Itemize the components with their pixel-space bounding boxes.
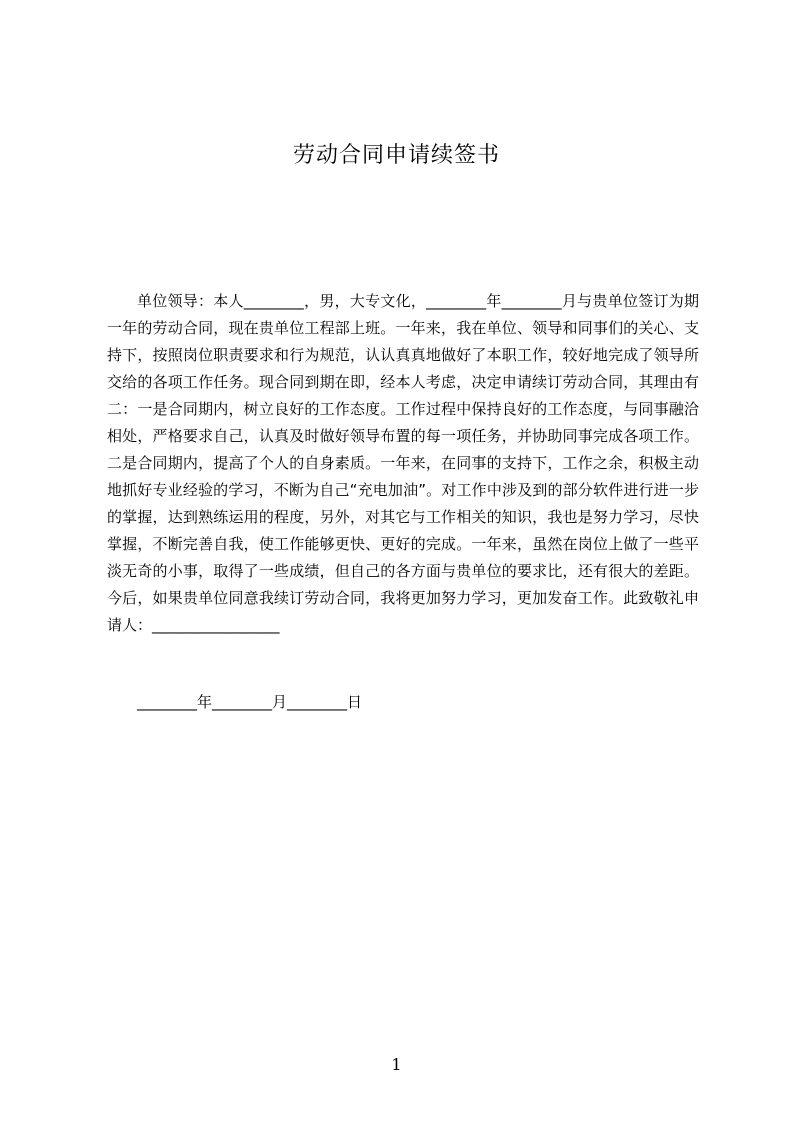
document-title: 劳动合同申请续签书 [292, 143, 500, 168]
page-number: 1 [391, 1055, 402, 1074]
body-paragraph: 单位领导：本人________，男，大专文化，________年________月与贵单位签订为期一年的劳动合同，现在贵单位工程部上班。一年来，我在单位、领导和同事们的关心、支持下，按照岗位职责要求和行为规范，认认真真地做好了本职工作，较好地完成了领导所交给的各项工作任务。现合同到期在即，经本人考虑，决定申请续订劳动合同，其理由有二：一是合同期内，树立良好的工作态度。工作过程中保持良好的工作态度，与同事融洽相处，严格要求自己，认真及时做好领导布置的每一项任务，并协助同事完成各项工作。二是合同期内，提高了个人的自身素质。一年来，在同事的支持下，工作之余，积极主动地抓好专业经验的学习，不断为自己“充电加油”。对工作中涉及到的部分软件进行进一步的掌握，达到熟练运用的程度，另外，对其它与工作相关的知识，我也是努力学习，尽快掌握，不断完善自我，使工作能够更快、更好的完成。一年来，虽然在岗位上做了一些平淡无奇的小事，取得了一些成绩，但自己的各方面与贵单位的要求比，还有很大的差距。今后，如果贵单位同意我续订劳动合同，我将更加努力学习，更加发奋工作。此致敬礼申请人：_________________ [107, 292, 699, 634]
date-line: ________年________月________日 [137, 693, 363, 711]
